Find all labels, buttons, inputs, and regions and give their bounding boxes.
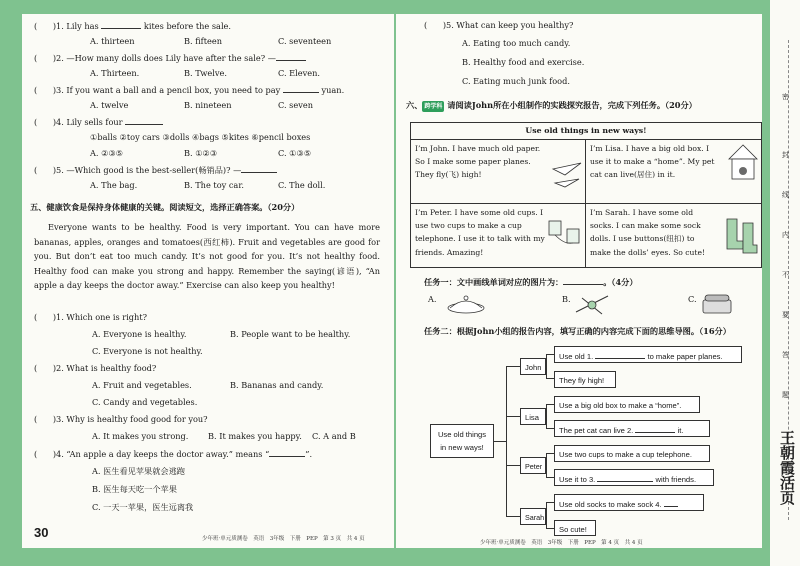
- answer-blank-3[interactable]: [597, 473, 653, 482]
- answer-paren[interactable]: (: [34, 21, 38, 31]
- option: A. Everyone is healthy.: [92, 329, 187, 339]
- telephone-icon: [700, 292, 734, 316]
- reading-passage: Everyone wants to be healthy. Food is very important. You can have more bananas, apples, oranges and tomatoes(西红柿). Fruit and vegetables are good for you. But don’t eat too much candy. It’s not good for you. It’s not healthy food. Healthy food can make you strong and happy. Remember the saying(谚语), “An apple a day keeps the doctor away.” Exercise can also keep you healthy!: [34, 222, 380, 290]
- option: C.: [688, 294, 697, 304]
- r1-line: ( )1. Which one is right?: [34, 312, 148, 322]
- q3-line: ( )3. If you want a ball and a pencil box, you need to pay yuan.: [34, 85, 345, 95]
- r3-line: ( )3. Why is healthy food good for you?: [34, 414, 208, 424]
- page-footer: 少年班·单元质测卷 英语 3年级 下册 PEP 第 4 页 共 4 页: [480, 540, 643, 546]
- option: A. Fruit and vegetables.: [92, 380, 192, 390]
- right-page: [396, 14, 762, 548]
- option: B. nineteen: [184, 100, 232, 110]
- mindmap-l2: The pet cat can live 2. it.: [554, 420, 710, 437]
- q2-line: ( )2. —How many dolls does Lily have after the sale? —: [34, 52, 306, 64]
- option: B. fifteen: [184, 36, 222, 46]
- option: C. Everyone is not healthy.: [92, 346, 203, 356]
- option: C. Candy and vegetables.: [92, 397, 198, 407]
- sock-dolls-icon: [723, 215, 759, 259]
- report-lisa: I’m Lisa. I have a big old box. I use it to make a “home”. My pet cat can live(居住) in it.: [590, 144, 715, 180]
- mindmap-j2: They fly high!: [554, 371, 616, 388]
- option: C. A and B: [312, 431, 356, 441]
- cup-telephone-icon: [545, 215, 583, 249]
- option: B. Bananas and candy.: [230, 380, 324, 390]
- option: A. Thirteen.: [90, 68, 140, 78]
- option: B. 医生每天吃一个苹果: [92, 484, 177, 494]
- answer-blank[interactable]: [283, 84, 319, 93]
- mindmap-p1: Use two cups to make a cup telephone.: [554, 445, 710, 462]
- option: C. seven: [278, 100, 313, 110]
- report-title: Use old things in new ways!: [411, 123, 761, 140]
- binding-margin: 密 封 线 内 不 要 答 题 王朝霞活页: [770, 0, 800, 566]
- mindmap-l1: Use a big old box to make a “home”.: [554, 396, 700, 413]
- q4-line: ( )4. Lily sells four: [34, 116, 163, 128]
- option: C. seventeen: [278, 36, 332, 46]
- option: A. It makes you strong.: [92, 431, 189, 441]
- mindmap-s1: Use old socks to make sock 4.: [554, 494, 704, 511]
- answer-blank[interactable]: [563, 276, 603, 285]
- option: A. 医生看见苹果就会逃跑: [92, 466, 185, 476]
- section-title: 五、健康饮食是保持身体健康的关键。阅读短文，选择正确答案。（20分）: [30, 202, 300, 212]
- report-john: I’m John. I have much old paper. So I make some paper planes. They fly(飞) high!: [415, 144, 541, 180]
- option: C. Eleven.: [278, 68, 320, 78]
- paper-plane-icon: [551, 159, 583, 189]
- mindmap-john: John: [520, 358, 546, 375]
- option: B. Healthy food and exercise.: [462, 57, 585, 67]
- mindmap-p2: Use it to 3. with friends.: [554, 469, 714, 486]
- left-page: [22, 14, 394, 548]
- option: A. thirteen: [90, 36, 135, 46]
- q5-line: ( )5. —Which good is the best-seller(畅销品)? —: [34, 164, 277, 176]
- r2-line: ( )2. What is healthy food?: [34, 363, 157, 373]
- option: B. ①②③: [184, 148, 218, 158]
- report-sarah: I’m Sarah. I have some old socks. I can make some sock dolls. I use buttons(纽扣) to make the dolls’ eyes. So cute!: [590, 208, 706, 257]
- answer-blank-2[interactable]: [635, 424, 675, 433]
- page-footer: 少年班·单元质测卷 英语 3年级 下册 PEP 第 3 页 共 4 页: [202, 536, 365, 542]
- report-peter: I’m Peter. I have some old cups. I use two cups to make a cup telephone. I use it to talk with my friends. Amazing!: [415, 208, 545, 257]
- r4-line: ( )4. “An apple a day keeps the doctor away.” means “ ”.: [34, 449, 313, 459]
- mindmap-root: Use old things in new ways!: [430, 424, 494, 458]
- answer-blank[interactable]: [269, 448, 305, 457]
- mindmap-sarah: Sarah: [520, 508, 546, 525]
- report-table: [410, 122, 762, 268]
- mindmap-j1: Use old 1. to make paper planes.: [554, 346, 742, 363]
- q5-right-line: ( )5. What can keep you healthy?: [424, 20, 574, 30]
- task1-line: 任务一：文中画线单词对应的图片为： 。（4分）: [424, 277, 638, 287]
- cat-house-icon: [727, 143, 759, 183]
- option: A. twelve: [90, 100, 129, 110]
- brand-logo: 王朝霞活页: [778, 430, 796, 505]
- option: C. ①③⑤: [278, 148, 312, 158]
- option: B. Twelve.: [184, 68, 227, 78]
- option: C. Eating much junk food.: [462, 76, 570, 86]
- q1-line: ( )1. Lily has kites before the sale.: [34, 21, 232, 31]
- answer-blank[interactable]: [241, 164, 277, 173]
- option: B. People want to be healthy.: [230, 329, 351, 339]
- page-number: 30: [34, 525, 49, 540]
- mindmap-s2: So cute!: [554, 520, 596, 536]
- lid-icon: [446, 292, 486, 314]
- mindmap-peter: Peter: [520, 457, 546, 474]
- option: A. The bag.: [90, 180, 138, 190]
- option: C. The doll.: [278, 180, 326, 190]
- option: C. 一天一苹果，医生远离我: [92, 502, 194, 512]
- answer-blank-4[interactable]: [664, 498, 678, 507]
- answer-blank[interactable]: [101, 20, 141, 29]
- spinning-tool-icon: [572, 290, 612, 318]
- option: B. It makes you happy.: [208, 431, 302, 441]
- option: B.: [562, 294, 571, 304]
- q4-items: ①balls ②toy cars ③dolls ④bags ⑤kites ⑥pencil boxes: [90, 132, 311, 142]
- answer-blank[interactable]: [276, 52, 306, 61]
- answer-blank-1[interactable]: [595, 350, 645, 359]
- option: B. The toy car.: [184, 180, 244, 190]
- interdisciplinary-tag: 跨学科: [424, 102, 443, 110]
- option: A. ②③⑤: [90, 148, 124, 158]
- option: A.: [428, 294, 437, 304]
- task2-line: 任务二：根据John小组的报告内容，填写正确的内容完成下面的思维导图。（16分）: [424, 326, 731, 336]
- section6-title: 六、 跨学科 请阅读John所在小组制作的实践探究报告，完成下列任务。（20分）: [406, 100, 697, 110]
- mindmap-lisa: Lisa: [520, 408, 546, 425]
- answer-blank[interactable]: [125, 116, 163, 125]
- option: A. Eating too much candy.: [462, 38, 571, 48]
